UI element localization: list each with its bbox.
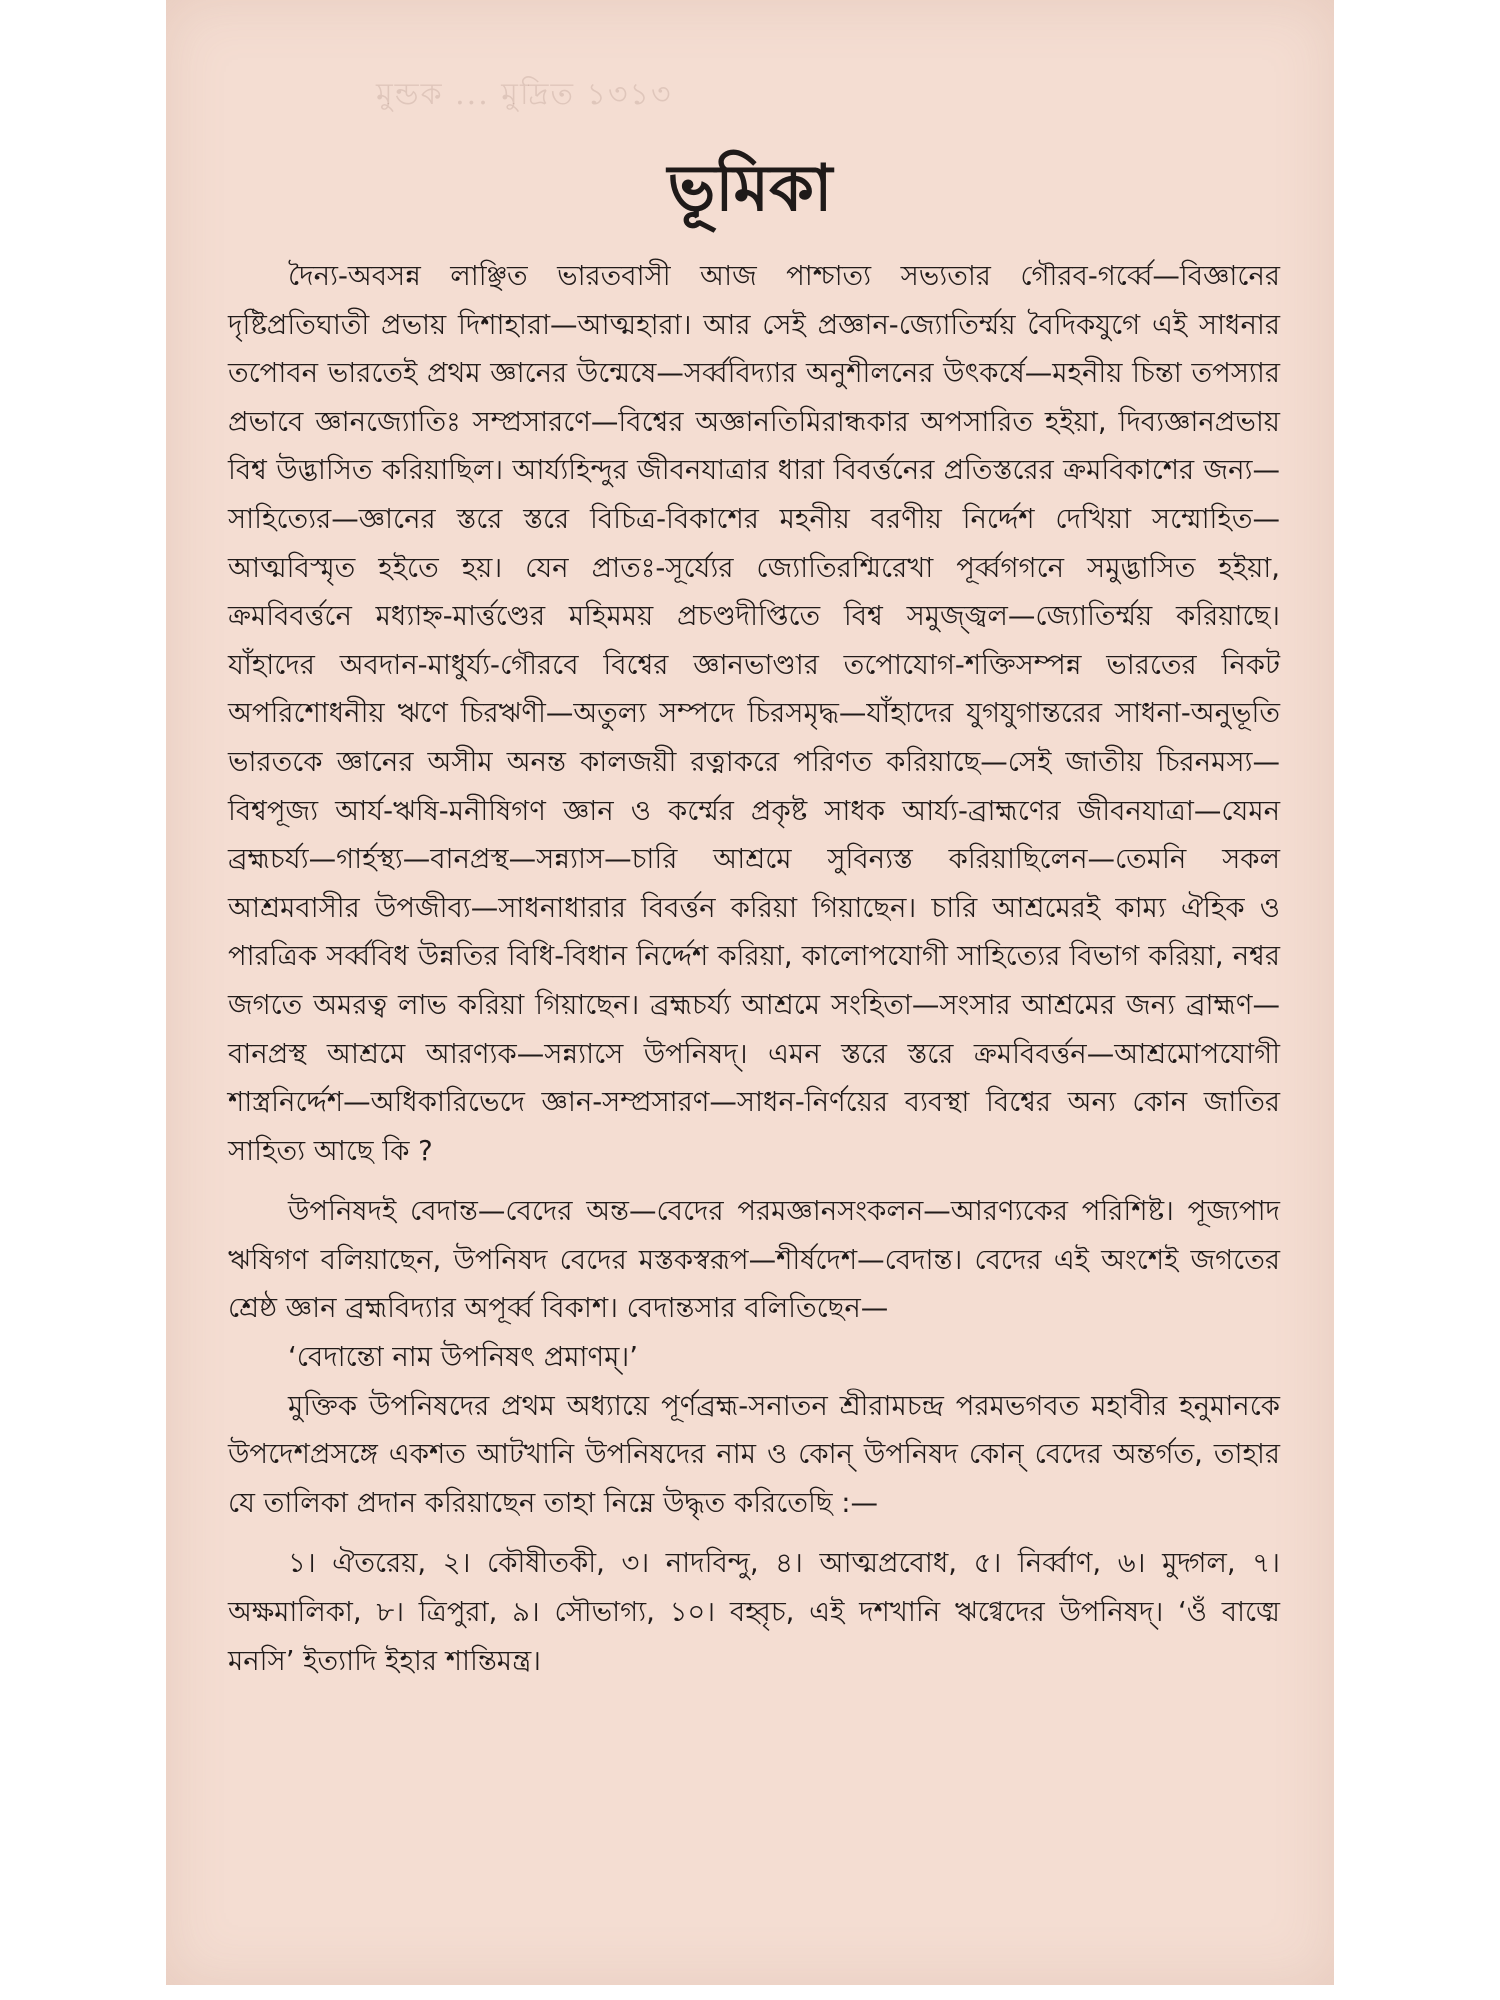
quotation: ‘বেদান্তো নাম উপনিষৎ প্রমাণম্।’	[288, 1341, 638, 1374]
page-title: ভূমিকা	[667, 152, 833, 226]
page-body	[228, 252, 1280, 1685]
paragraph-intro: দৈন্য-অবসন্ন লাঞ্ছিত ভারতবাসী আজ পাশ্চাত্য সভ্যতার গৌরব-গর্ব্বে—বিজ্ঞানের দৃষ্টিপ্রতিঘাতী প্রভায় দিশাহারা—আত্মহারা। আর সেই প্রজ্ঞান-জ্যোতির্ম্ময় বৈদিকযুগে এই সাধনার তপোবন ভারতেই প্রথম জ্ঞানের উন্মেষে—সর্ব্ববিদ্যার অনুশীলনের উৎকর্ষে—মহনীয় চিন্তা তপস্যার প্রভাবে জ্ঞানজ্যোতিঃ সম্প্রসারণে—বিশ্বের অজ্ঞানতিমিরান্ধকার অপসারিত হইয়া, দিব্যজ্ঞানপ্রভায় বিশ্ব উদ্ভাসিত করিয়াছিল। আর্য্যহিন্দুর জীবনযাত্রার ধারা বিবর্ত্তনের প্রতিস্তরের ক্রমবিকাশের জন্য—সাহিত্যের—জ্ঞানের স্তরে স্তরে বিচিত্র-বিকাশের মহনীয় বরণীয় নির্দ্দেশ দেখিয়া সম্মোহিত—আত্মবিস্মৃত হইতে হয়। যেন প্রাতঃ-সূর্য্যের জ্যোতিরশ্মিরেখা পূর্ব্বগগনে সমুদ্ভাসিত হইয়া, ক্রমবিবর্ত্তনে মধ্যাহ্ন-মার্ত্তণ্ডের মহিমময় প্রচণ্ডদীপ্তিতে বিশ্ব সমুজ্জ্বল—জ্যোতির্ম্ময় করিয়াছে। যাঁহাদের অবদান-মাধুর্য্য-গৌরবে বিশ্বের জ্ঞানভাণ্ডার তপোযোগ-শক্তিসম্পন্ন ভারতের নিকট অপরিশোধনীয় ঋণে চিরঋণী—অতুল্য সম্পদে চিরসমৃদ্ধ—যাঁহাদের যুগযুগান্তরের সাধনা-অনুভূতি ভারতকে জ্ঞানের অসীম অনন্ত কালজয়ী রত্নাকরে পরিণত করিয়াছে—সেই জাতীয় চিরনমস্য—বিশ্বপূজ্য আর্য-ঋষি-মনীষিগণ জ্ঞান ও কর্ম্মের প্রকৃষ্ট সাধক আর্য্য-ব্রাহ্মণের জীবনযাত্রা—যেমন ব্রহ্মচর্য্য—গার্হস্থ্য—বানপ্রস্থ—সন্ন্যাস—চারি আশ্রমে সুবিন্যস্ত করিয়াছিলেন—তেমনি সকল আশ্রমবাসীর উপজীব্য—সাধনাধারার বিবর্ত্তন করিয়া গিয়াছেন। চারি আশ্রমেরই কাম্য ঐহিক ও পারত্রিক সর্ব্ববিধ উন্নতির বিধি-বিধান নির্দ্দেশ করিয়া, কালোপযোগী সাহিত্যের বিভাগ করিয়া, নশ্বর জগতে অমরত্ব লাভ করিয়া গিয়াছেন। ব্রহ্মচর্য্য আশ্রমে সংহিতা—সংসার আশ্রমের জন্য ব্রাহ্মণ—বানপ্রস্থ আশ্রমে আরণ্যক—সন্ন্যাসে উপনিষদ্। এমন স্তরে স্তরে ক্রমবিবর্ত্তন—আশ্রমোপযোগী শাস্ত্রনির্দ্দেশ—অধিকারিভেদে জ্ঞান-সম্প্রসারণ—সাধন-নির্ণয়ের ব্যবস্থা বিশ্বের অন্য কোন জাতির সাহিত্য আছে কি ?	[228, 260, 1280, 1167]
bleed-through-header: মুন্ডক ... মুদ্রিত ১৩১৩	[376, 77, 673, 112]
paragraph-upanishad-list: ১। ঐতরেয়, ২। কৌষীতকী, ৩। নাদবিন্দু, ৪। আত্মপ্রবোধ, ৫। নির্ব্বাণ, ৬। মুদ্গল, ৭। অক্ষমালিকা, ৮। ত্রিপুরা, ৯। সৌভাগ্য, ১০। বহ্বৃচ, এই দশখানি ঋগ্বেদের উপনিষদ্। ‘ওঁ বাঙ্মে মনসি’ ইত্যাদি ইহার শান্তিমন্ত্র।	[228, 1547, 1280, 1677]
book-page	[166, 0, 1334, 1985]
paragraph-upanishad-vedanta: উপনিষদই বেদান্ত—বেদের অন্ত—বেদের পরমজ্ঞানসংকলন—আরণ্যকের পরিশিষ্ট। পূজ্যপাদ ঋষিগণ বলিয়াছেন, উপনিষদ বেদের মস্তকস্বরূপ—শীর্ষদেশ—বেদান্ত। বেদের এই অংশেই জগতের শ্রেষ্ঠ জ্ঞান ব্রহ্মবিদ্যার অপূর্ব্ব বিকাশ। বেদান্তসার বলিতিছেন—	[228, 1195, 1280, 1325]
paragraph-muktika: মুক্তিক উপনিষদের প্রথম অধ্যায়ে পূর্ণব্রহ্ম-সনাতন শ্রীরামচন্দ্র পরমভগবত মহাবীর হনুমানকে উপদেশপ্রসঙ্গে একশত আটখানি উপনিষদের নাম ও কোন্ উপনিষদ কোন্ বেদের অন্তর্গত, তাহার যে তালিকা প্রদান করিয়াছেন তাহা নিম্নে উদ্ধৃত করিতেছি :—	[228, 1389, 1280, 1519]
